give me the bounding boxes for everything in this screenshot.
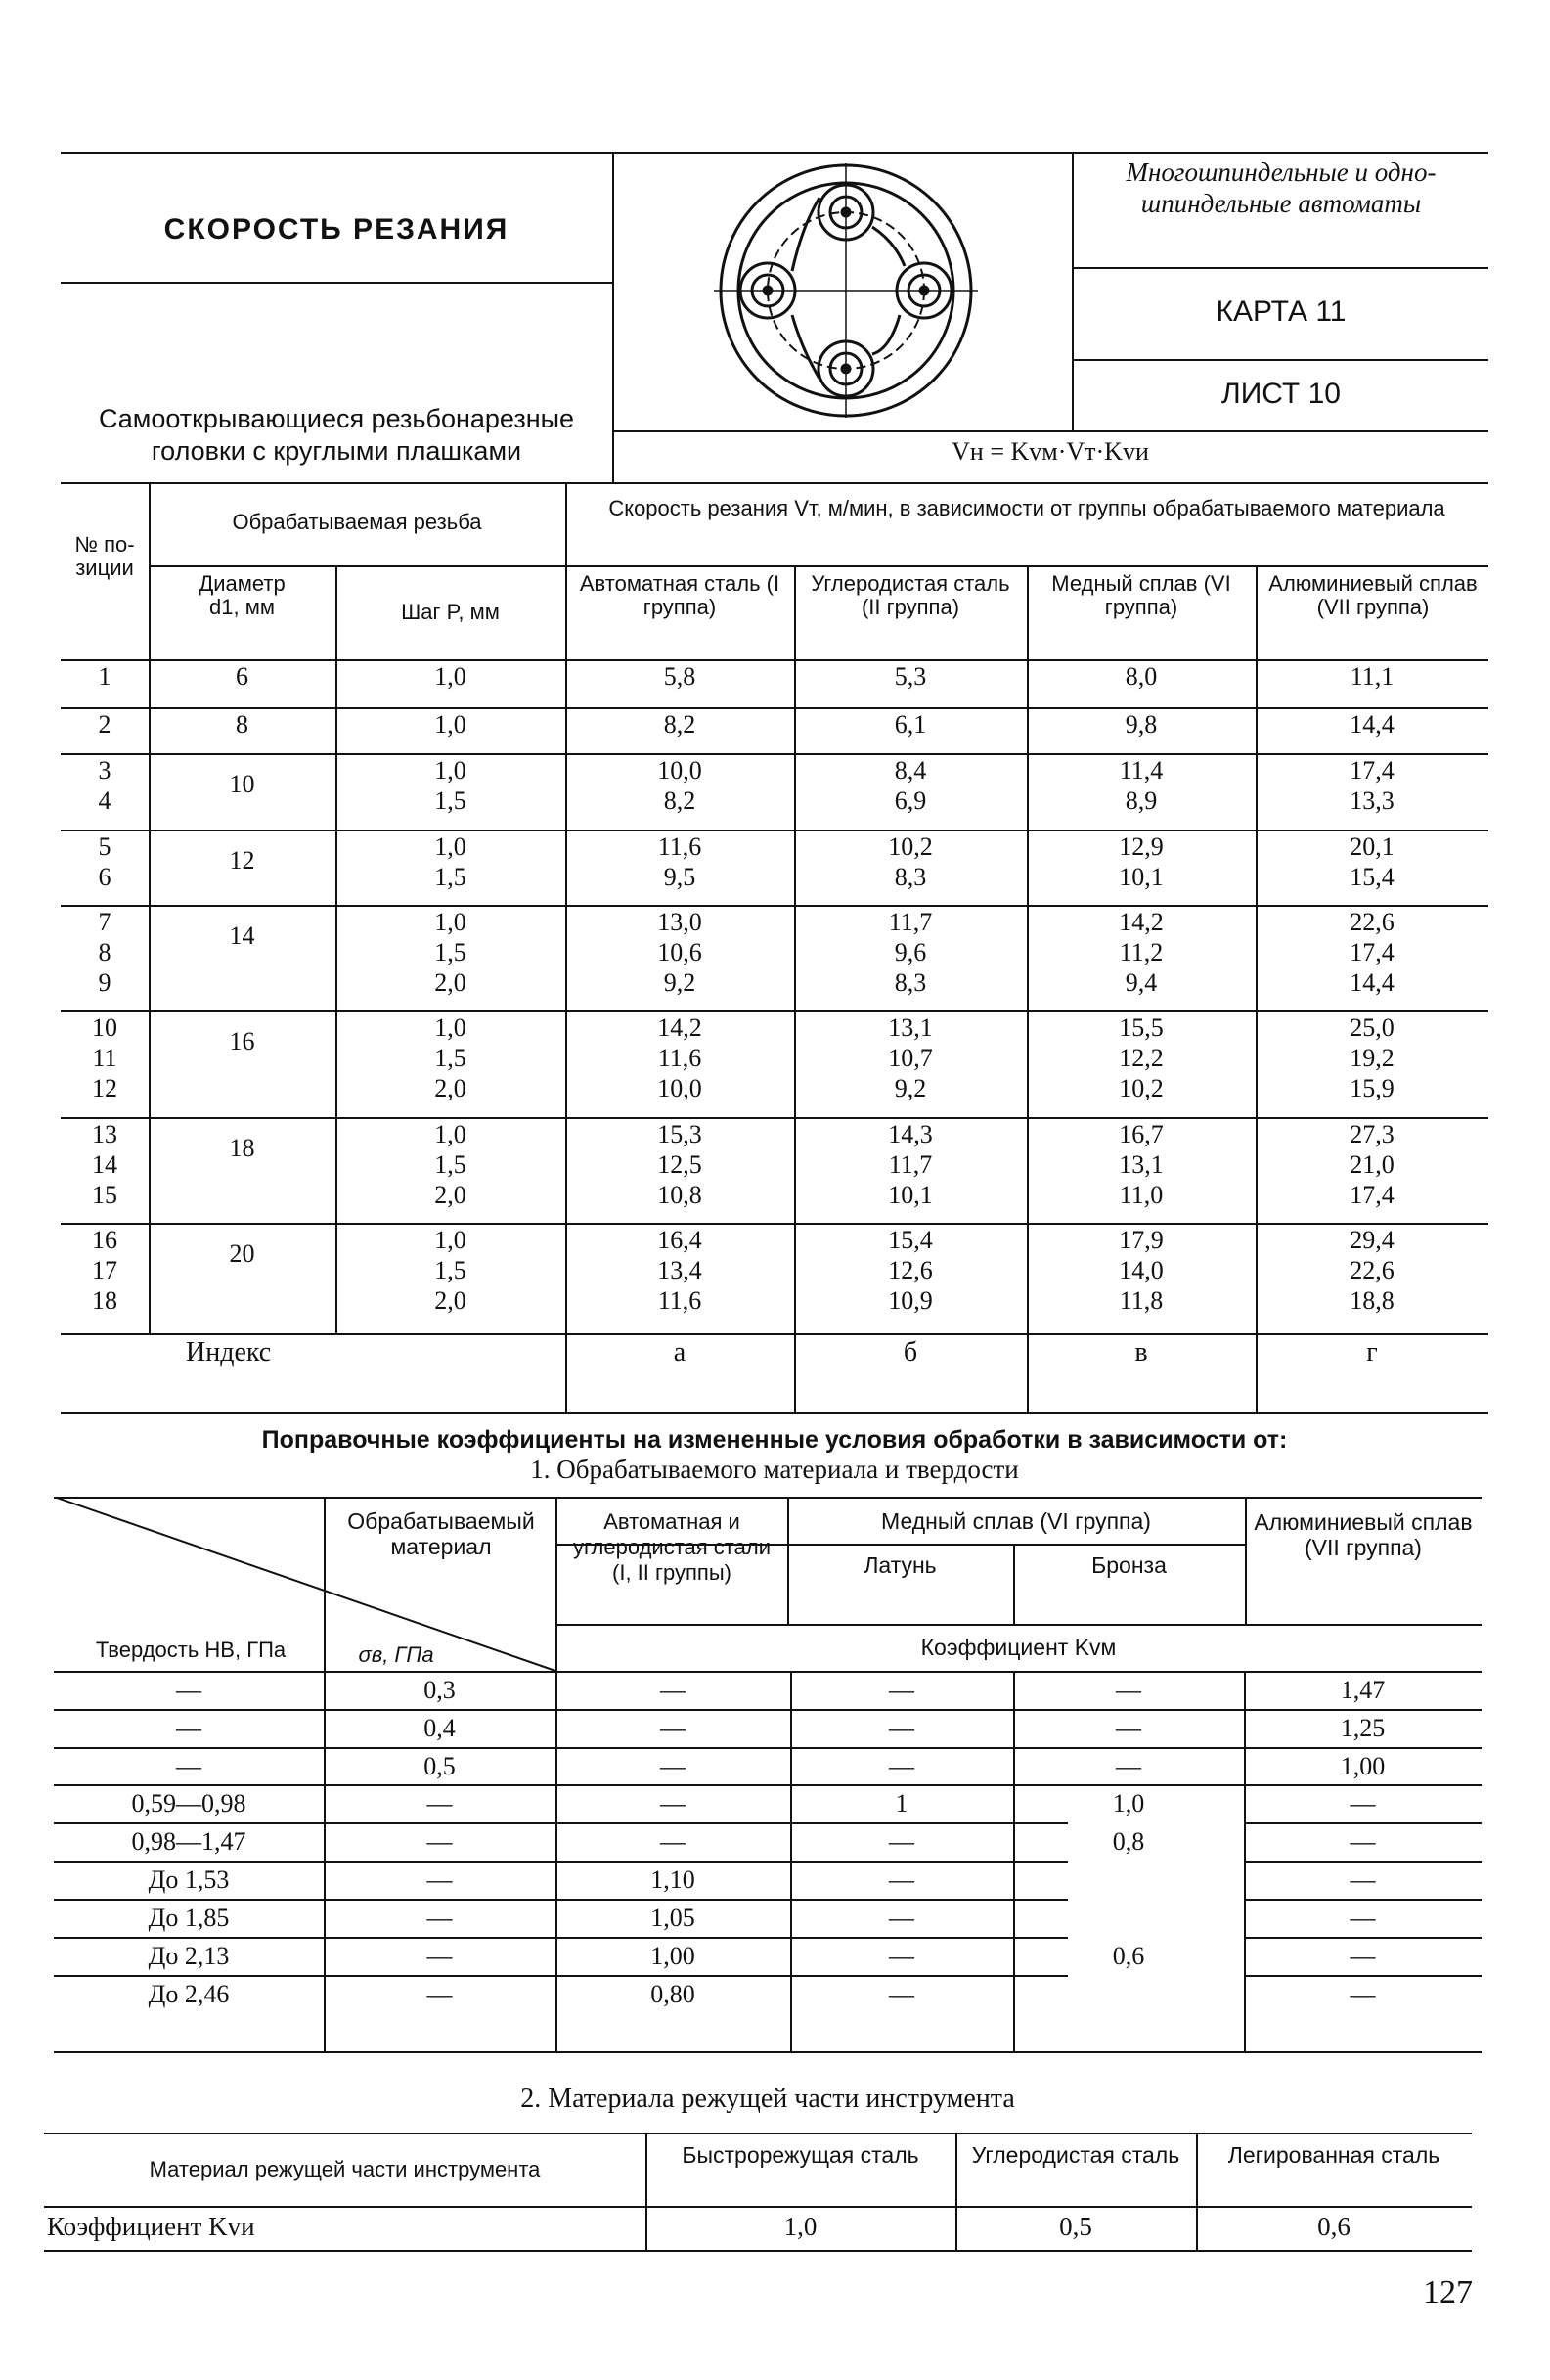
cell-diameter: 6: [236, 662, 248, 691]
cell-diameter: 16: [229, 1027, 255, 1055]
machine-line-1: Многошпиндельные и одно-: [1126, 157, 1437, 187]
col-bronze-header: Бронза: [1091, 1552, 1167, 1578]
cell-material-3: 16,7 13,1 11,0: [1119, 1120, 1164, 1209]
tool-col-hss: Быстрорежущая сталь: [682, 2142, 919, 2168]
cell-auto-steel: —: [660, 1827, 686, 1856]
tool-hss-value: 1,0: [783, 2212, 818, 2241]
cell-brass: —: [889, 1980, 914, 2008]
col-sigma-header: σв, ГПа: [358, 1642, 434, 1667]
cell-material-4: 22,6 17,4 14,4: [1350, 908, 1395, 997]
machine-line-2: шпиндельные автоматы: [1140, 189, 1422, 218]
cell-brass: —: [889, 1865, 914, 1894]
cell-material-2: 11,7 9,6 8,3: [888, 908, 933, 997]
cell-material-4: 14,4: [1350, 710, 1395, 739]
tool-col-label: Материал режущей части инструмента: [149, 2157, 541, 2181]
col-material-2-header: Углеродистая сталь (II группа): [811, 571, 1010, 619]
cell-material-4: 11,1: [1350, 662, 1395, 691]
cell-material-3: 12,9 10,1: [1119, 832, 1164, 891]
cell-material-2: 6,1: [894, 710, 927, 739]
col-brass-header: Латунь: [864, 1552, 937, 1578]
coefficient-kvm-label: Коэффициент Kvм: [920, 1635, 1117, 1660]
cell-aluminium: 1,00: [1340, 1752, 1386, 1780]
sheet-number: ЛИСТ 10: [1221, 378, 1341, 410]
cell-material-4: 25,0 19,2 15,9: [1350, 1013, 1395, 1102]
cell-sigma: 0,4: [423, 1714, 456, 1742]
cell-material-3: 14,2 11,2 9,4: [1119, 908, 1164, 997]
cell-aluminium: —: [1350, 1904, 1376, 1932]
cell-position: 2: [98, 710, 111, 739]
cell-diameter: 8: [236, 710, 248, 739]
cell-bronze: 0,6: [1112, 1942, 1145, 1970]
col-thread-header: Обрабатываемая резьба: [232, 510, 482, 534]
cell-hardness: 0,98—1,47: [131, 1827, 246, 1856]
cell-bronze: —: [1116, 1676, 1141, 1704]
col-diameter-header: [149, 572, 335, 619]
cell-pitch: 1,0 1,5: [434, 756, 466, 815]
cell-bronze: 1,0: [1112, 1789, 1145, 1818]
index-v: в: [1134, 1337, 1148, 1368]
cell-aluminium: —: [1350, 1942, 1376, 1970]
cell-sigma: —: [426, 1827, 453, 1856]
cell-aluminium: —: [1350, 1865, 1376, 1894]
cell-auto-steel: —: [660, 1714, 686, 1742]
cell-hardness: —: [176, 1714, 201, 1742]
die-head-drawing-icon: [704, 158, 988, 423]
cell-auto-steel: —: [660, 1752, 686, 1780]
cell-aluminium: —: [1350, 1789, 1376, 1818]
cell-brass: —: [889, 1752, 914, 1780]
card-number: КАРТА 11: [1216, 295, 1347, 328]
col-material-3-header: Медный сплав (VI группа): [1051, 571, 1231, 619]
cell-brass: —: [889, 1904, 914, 1932]
cell-auto-steel: 0,80: [650, 1980, 695, 2008]
col-material-header: Обрабатываемый материал: [347, 1508, 535, 1559]
cell-diameter: 14: [229, 921, 255, 950]
corrections-title: Поправочные коэффициенты на измененные условия обработки в зависимости от:: [261, 1426, 1288, 1454]
cell-material-2: 14,3 11,7 10,1: [888, 1120, 933, 1209]
cell-aluminium: 1,25: [1340, 1714, 1386, 1742]
cell-auto-steel: 1,00: [650, 1942, 695, 1970]
machine-type: [1074, 157, 1488, 219]
cell-hardness: 0,59—0,98: [131, 1789, 246, 1818]
cell-material-3: 11,4 8,9: [1119, 756, 1164, 815]
corrections-subtitle-2: 2. Материала режущей части инструмента: [520, 2084, 1015, 2114]
cell-position: 1: [98, 662, 111, 691]
cell-position: 16 17 18: [92, 1226, 117, 1315]
cell-sigma: —: [426, 1789, 453, 1818]
cell-bronze: —: [1116, 1714, 1141, 1742]
cell-position: 10 11 12: [92, 1013, 117, 1102]
index-label: Индекс: [186, 1337, 272, 1368]
cell-sigma: 0,5: [423, 1752, 456, 1780]
cell-sigma: —: [426, 1942, 453, 1970]
index-g: г: [1366, 1337, 1378, 1368]
subtitle-line-2: головки с круглыми плашками: [151, 436, 522, 466]
cell-pitch: 1,0 1,5 2,0: [434, 1013, 466, 1102]
cell-material-1: 5,8: [663, 662, 696, 691]
cell-aluminium: —: [1350, 1980, 1376, 2008]
col-position-header: № по-зиции: [74, 532, 135, 580]
cell-brass: —: [889, 1676, 914, 1704]
cell-pitch: 1,0 1,5: [434, 832, 466, 891]
cell-hardness: До 1,85: [148, 1904, 230, 1932]
tool-col-carbon: Углеродистая сталь: [971, 2142, 1180, 2168]
cell-material-4: 29,4 22,6 18,8: [1350, 1226, 1395, 1315]
cell-position: 5 6: [98, 832, 111, 891]
subtitle-line-1: Самооткрывающиеся резьбонарезные: [98, 404, 575, 433]
cell-position: 13 14 15: [92, 1120, 117, 1209]
col-material-1-header: Автоматная сталь (I группа): [579, 571, 780, 619]
cell-brass: —: [889, 1714, 914, 1742]
cell-sigma: —: [426, 1980, 453, 2008]
col-diameter-line-2: d1, мм: [209, 595, 275, 619]
cell-material-2: 13,1 10,7 9,2: [888, 1013, 933, 1102]
cell-diameter: 10: [229, 770, 255, 798]
cell-pitch: 1,0 1,5 2,0: [434, 908, 466, 997]
cell-brass: 1: [895, 1789, 908, 1818]
cell-material-1: 10,0 8,2: [657, 756, 702, 815]
cell-bronze: —: [1116, 1752, 1141, 1780]
page-number: 127: [1423, 2274, 1473, 2311]
cell-pitch: 1,0: [434, 662, 466, 691]
col-diameter-line-1: Диаметр: [199, 571, 286, 596]
cell-material-3: 8,0: [1125, 662, 1158, 691]
cell-sigma: 0,3: [423, 1676, 456, 1704]
cell-pitch: 1,0 1,5 2,0: [434, 1120, 466, 1209]
cell-material-1: 16,4 13,4 11,6: [657, 1226, 702, 1315]
cell-material-2: 15,4 12,6 10,9: [888, 1226, 933, 1315]
cell-auto-steel: —: [660, 1789, 686, 1818]
cell-brass: —: [889, 1827, 914, 1856]
col-hardness-header: Твердость НВ, ГПа: [95, 1638, 287, 1662]
cell-material-2: 8,4 6,9: [894, 756, 927, 815]
cell-aluminium: 1,47: [1340, 1676, 1386, 1704]
cell-hardness: —: [176, 1676, 201, 1704]
cell-brass: —: [889, 1942, 914, 1970]
col-auto-header: Автоматная и углеродистая стали (I, II группы): [572, 1509, 771, 1585]
cell-aluminium: —: [1350, 1827, 1376, 1856]
cell-hardness: —: [176, 1752, 201, 1780]
cell-material-1: 11,6 9,5: [657, 832, 702, 891]
cell-pitch: 1,0 1,5 2,0: [434, 1226, 466, 1315]
tool-carbon-value: 0,5: [1059, 2212, 1092, 2241]
cell-material-4: 20,1 15,4: [1350, 832, 1395, 891]
col-aluminium-header: Алюминиевый сплав (VII группа): [1254, 1509, 1473, 1560]
cell-material-3: 17,9 14,0 11,8: [1119, 1226, 1164, 1315]
subtitle: [61, 403, 612, 468]
cell-material-2: 5,3: [894, 662, 927, 691]
cell-material-3: 9,8: [1125, 710, 1158, 739]
index-b: б: [903, 1337, 918, 1368]
cell-material-1: 15,3 12,5 10,8: [657, 1120, 702, 1209]
cell-material-2: 10,2 8,3: [888, 832, 933, 891]
page-title: СКОРОСТЬ РЕЗАНИЯ: [163, 213, 509, 246]
cell-auto-steel: —: [660, 1676, 686, 1704]
cell-material-1: 14,2 11,6 10,0: [657, 1013, 702, 1102]
cell-sigma: —: [426, 1904, 453, 1932]
cell-diameter: 18: [229, 1134, 255, 1162]
cell-material-1: 8,2: [663, 710, 696, 739]
col-pitch-header: Шаг P, мм: [401, 600, 500, 624]
formula: Vн = Kvм·Vт·Kvи: [952, 437, 1149, 466]
cell-diameter: 20: [229, 1239, 255, 1268]
cell-hardness: До 1,53: [148, 1865, 230, 1894]
tool-row-label: Коэффициент Kvи: [47, 2212, 255, 2241]
corrections-subtitle-1: 1. Обрабатываемого материала и твердости: [530, 1455, 1019, 1484]
cell-material-4: 27,3 21,0 17,4: [1350, 1120, 1395, 1209]
cell-auto-steel: 1,10: [650, 1865, 695, 1894]
index-a: а: [673, 1337, 686, 1368]
cell-material-3: 15,5 12,2 10,2: [1119, 1013, 1164, 1102]
col-copper-header: Медный сплав (VI группа): [881, 1508, 1151, 1534]
tool-alloy-value: 0,6: [1317, 2212, 1351, 2241]
cell-hardness: До 2,13: [148, 1942, 230, 1970]
cell-sigma: —: [426, 1865, 453, 1894]
cell-material-1: 13,0 10,6 9,2: [657, 908, 702, 997]
cell-bronze: 0,8: [1112, 1827, 1145, 1856]
col-material-4-header: Алюминиевый сплав (VII группа): [1268, 571, 1478, 619]
cell-hardness: До 2,46: [148, 1980, 230, 2008]
cell-position: 3 4: [98, 756, 111, 815]
cell-material-4: 17,4 13,3: [1350, 756, 1395, 815]
cell-auto-steel: 1,05: [650, 1904, 695, 1932]
cell-pitch: 1,0: [434, 710, 466, 739]
col-speed-header: Скорость резания Vт, м/мин, в зависимости от группы обрабатываемого материала: [608, 496, 1445, 520]
tool-col-alloy: Легированная сталь: [1227, 2142, 1440, 2168]
cell-position: 7 8 9: [98, 908, 111, 997]
cell-diameter: 12: [229, 846, 255, 875]
